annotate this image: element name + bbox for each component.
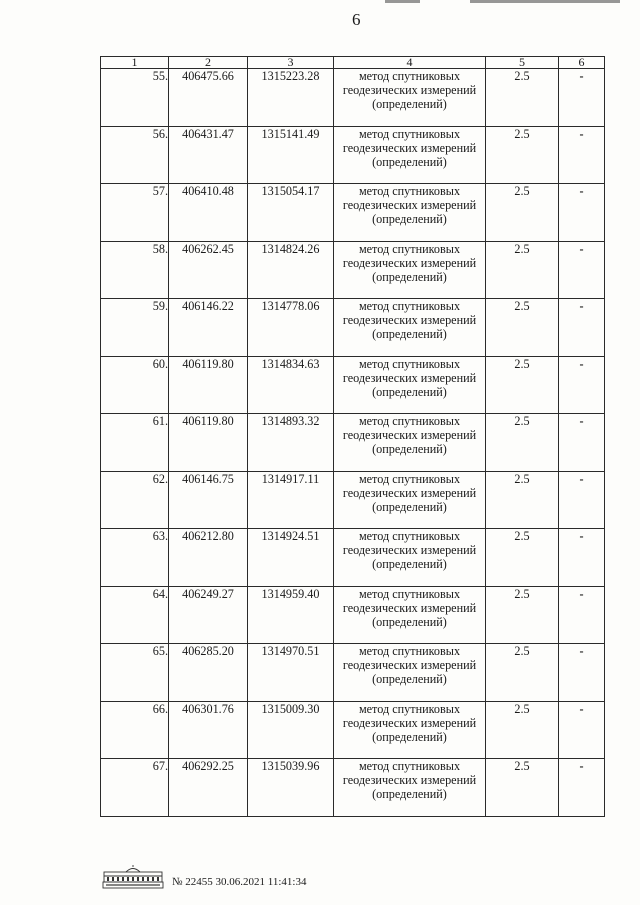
table-row bbox=[101, 644, 605, 702]
note-cell: - bbox=[559, 701, 605, 759]
note-cell: - bbox=[559, 69, 605, 127]
point-number-cell: 67. bbox=[101, 759, 169, 817]
point-number-cell: 57. bbox=[101, 184, 169, 242]
point-number-cell: 59. bbox=[101, 299, 169, 357]
point-number-cell: 61. bbox=[101, 414, 169, 472]
table-header-row bbox=[101, 57, 605, 69]
y-coordinate-cell: 1314824.26 bbox=[248, 241, 334, 299]
y-coordinate-cell: 1315223.28 bbox=[248, 69, 334, 127]
table-row bbox=[101, 184, 605, 242]
document-footer bbox=[102, 864, 306, 890]
accuracy-cell: 2.5 bbox=[486, 241, 559, 299]
x-coordinate-cell: 406431.47 bbox=[169, 126, 248, 184]
x-coordinate-cell: 406475.66 bbox=[169, 69, 248, 127]
table-row bbox=[101, 299, 605, 357]
point-number-cell: 58. bbox=[101, 241, 169, 299]
note-cell: - bbox=[559, 184, 605, 242]
accuracy-cell: 2.5 bbox=[486, 414, 559, 472]
point-number-cell: 63. bbox=[101, 529, 169, 587]
table-body bbox=[101, 69, 605, 817]
x-coordinate-cell: 406285.20 bbox=[169, 644, 248, 702]
note-cell: - bbox=[559, 586, 605, 644]
note-cell: - bbox=[559, 356, 605, 414]
method-cell: метод спутниковых геодезических измерений (определений) bbox=[334, 356, 486, 414]
x-coordinate-cell: 406212.80 bbox=[169, 529, 248, 587]
y-coordinate-cell: 1314924.51 bbox=[248, 529, 334, 587]
column-header: 5 bbox=[486, 57, 559, 69]
table-row bbox=[101, 471, 605, 529]
page-number: 6 bbox=[352, 10, 361, 29]
accuracy-cell: 2.5 bbox=[486, 529, 559, 587]
building-stamp-icon bbox=[102, 864, 164, 890]
note-cell: - bbox=[559, 644, 605, 702]
table-row bbox=[101, 126, 605, 184]
y-coordinate-cell: 1315141.49 bbox=[248, 126, 334, 184]
accuracy-cell: 2.5 bbox=[486, 586, 559, 644]
x-coordinate-cell: 406301.76 bbox=[169, 701, 248, 759]
method-cell: метод спутниковых геодезических измерений (определений) bbox=[334, 644, 486, 702]
scan-artifact bbox=[385, 0, 420, 3]
note-cell: - bbox=[559, 471, 605, 529]
table-row bbox=[101, 701, 605, 759]
method-cell: метод спутниковых геодезических измерений (определений) bbox=[334, 471, 486, 529]
accuracy-cell: 2.5 bbox=[486, 759, 559, 817]
registration-stamp-text: № 22455 30.06.2021 11:41:34 bbox=[172, 876, 307, 888]
accuracy-cell: 2.5 bbox=[486, 471, 559, 529]
column-header: 4 bbox=[334, 57, 486, 69]
method-cell: метод спутниковых геодезических измерений (определений) bbox=[334, 759, 486, 817]
accuracy-cell: 2.5 bbox=[486, 644, 559, 702]
table-row bbox=[101, 241, 605, 299]
accuracy-cell: 2.5 bbox=[486, 356, 559, 414]
table-row bbox=[101, 356, 605, 414]
x-coordinate-cell: 406146.22 bbox=[169, 299, 248, 357]
accuracy-cell: 2.5 bbox=[486, 126, 559, 184]
note-cell: - bbox=[559, 241, 605, 299]
table-row bbox=[101, 529, 605, 587]
x-coordinate-cell: 406262.45 bbox=[169, 241, 248, 299]
column-header: 3 bbox=[248, 57, 334, 69]
method-cell: метод спутниковых геодезических измерений (определений) bbox=[334, 241, 486, 299]
note-cell: - bbox=[559, 299, 605, 357]
method-cell: метод спутниковых геодезических измерений (определений) bbox=[334, 529, 486, 587]
column-header: 2 bbox=[169, 57, 248, 69]
method-cell: метод спутниковых геодезических измерений (определений) bbox=[334, 414, 486, 472]
point-number-cell: 62. bbox=[101, 471, 169, 529]
y-coordinate-cell: 1314917.11 bbox=[248, 471, 334, 529]
point-number-cell: 65. bbox=[101, 644, 169, 702]
point-number-cell: 55. bbox=[101, 69, 169, 127]
accuracy-cell: 2.5 bbox=[486, 184, 559, 242]
x-coordinate-cell: 406292.25 bbox=[169, 759, 248, 817]
y-coordinate-cell: 1314778.06 bbox=[248, 299, 334, 357]
scan-artifact bbox=[470, 0, 620, 3]
table-row bbox=[101, 759, 605, 817]
y-coordinate-cell: 1314834.63 bbox=[248, 356, 334, 414]
y-coordinate-cell: 1315009.30 bbox=[248, 701, 334, 759]
method-cell: метод спутниковых геодезических измерений (определений) bbox=[334, 586, 486, 644]
note-cell: - bbox=[559, 414, 605, 472]
note-cell: - bbox=[559, 126, 605, 184]
method-cell: метод спутниковых геодезических измерений (определений) bbox=[334, 126, 486, 184]
x-coordinate-cell: 406410.48 bbox=[169, 184, 248, 242]
column-header: 6 bbox=[559, 57, 605, 69]
point-number-cell: 60. bbox=[101, 356, 169, 414]
table-row bbox=[101, 69, 605, 127]
x-coordinate-cell: 406119.80 bbox=[169, 414, 248, 472]
x-coordinate-cell: 406249.27 bbox=[169, 586, 248, 644]
y-coordinate-cell: 1315054.17 bbox=[248, 184, 334, 242]
point-number-cell: 64. bbox=[101, 586, 169, 644]
y-coordinate-cell: 1314893.32 bbox=[248, 414, 334, 472]
y-coordinate-cell: 1314959.40 bbox=[248, 586, 334, 644]
method-cell: метод спутниковых геодезических измерений (определений) bbox=[334, 299, 486, 357]
note-cell: - bbox=[559, 759, 605, 817]
accuracy-cell: 2.5 bbox=[486, 299, 559, 357]
point-number-cell: 56. bbox=[101, 126, 169, 184]
method-cell: метод спутниковых геодезических измерений (определений) bbox=[334, 69, 486, 127]
y-coordinate-cell: 1315039.96 bbox=[248, 759, 334, 817]
point-number-cell: 66. bbox=[101, 701, 169, 759]
table-row bbox=[101, 414, 605, 472]
method-cell: метод спутниковых геодезических измерений (определений) bbox=[334, 184, 486, 242]
method-cell: метод спутниковых геодезических измерений (определений) bbox=[334, 701, 486, 759]
coordinates-table bbox=[100, 56, 605, 817]
accuracy-cell: 2.5 bbox=[486, 701, 559, 759]
x-coordinate-cell: 406119.80 bbox=[169, 356, 248, 414]
y-coordinate-cell: 1314970.51 bbox=[248, 644, 334, 702]
table-row bbox=[101, 586, 605, 644]
column-header: 1 bbox=[101, 57, 169, 69]
note-cell: - bbox=[559, 529, 605, 587]
accuracy-cell: 2.5 bbox=[486, 69, 559, 127]
x-coordinate-cell: 406146.75 bbox=[169, 471, 248, 529]
